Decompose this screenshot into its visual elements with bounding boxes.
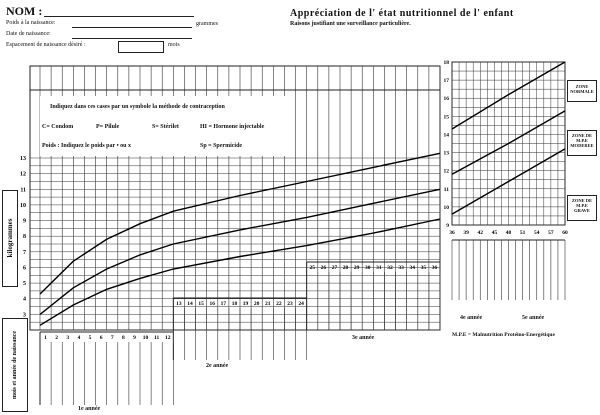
year2-tick: 16	[209, 301, 215, 307]
xlabel-box	[2, 318, 28, 412]
year3-tick: 27	[331, 265, 338, 271]
zone-normale-box	[567, 80, 597, 102]
year3-tick: 33	[398, 265, 404, 271]
method-sterilet: S= Stérilet	[152, 124, 179, 130]
right-x-tick: 39	[463, 230, 469, 236]
y-tick-label: 9	[23, 218, 26, 225]
year2-tick: 19	[242, 301, 249, 307]
right-y-tick: 15	[443, 114, 449, 121]
year1-tick: 4	[77, 335, 81, 341]
year1-tick: 11	[154, 335, 160, 341]
year3-tick: 34	[409, 265, 415, 271]
year1-label: 1e année	[78, 406, 101, 412]
right-y-tick: 18	[443, 60, 449, 66]
year3-tick: 35	[420, 265, 427, 271]
y-tick-label: 11	[20, 187, 26, 194]
poids-label: Poids à la naissance:	[6, 20, 56, 26]
method-spermicide: Sp = Spermicide	[200, 143, 243, 149]
year3-tick: 36	[431, 265, 438, 271]
right-y-tick: 11	[443, 186, 449, 193]
year3-tick: 28	[342, 265, 349, 271]
year3-tick: 31	[376, 265, 382, 271]
year2-tick: 21	[265, 301, 271, 307]
page-subtitle: Raisons justifiant une surveillance particulière.	[290, 21, 411, 27]
year3-tick: 32	[387, 265, 393, 271]
year3-tick: 25	[309, 265, 315, 271]
mpe-note: M.P.E = Malnutrition Protéino-Energétique	[452, 332, 555, 338]
year1-tick: 7	[110, 335, 114, 341]
year1-tick: 8	[121, 335, 125, 341]
right-y-tick: 10	[443, 204, 449, 211]
y-tick-label: 13	[20, 156, 26, 162]
y-tick-label: 12	[20, 171, 26, 178]
year2-tick: 22	[276, 301, 282, 307]
y-tick-label: 4	[23, 296, 26, 303]
right-x-tick: 45	[491, 230, 498, 236]
year2-tick: 23	[287, 301, 293, 307]
right-x-tick: 54	[534, 230, 540, 236]
contraception-box	[40, 96, 294, 156]
year2-tick: 13	[176, 301, 182, 307]
poids-unit: grammes	[196, 21, 218, 27]
year1-tick: 12	[165, 335, 171, 341]
year4-label: 4e année	[460, 315, 483, 321]
right-y-tick: 9	[446, 223, 449, 229]
year1-tick: 9	[133, 335, 136, 341]
x-axis-label: mois et année de naissance	[12, 331, 18, 399]
year3-tick: 26	[320, 265, 327, 271]
espacement-label: Espacement de naissance désiré :	[6, 42, 86, 48]
y-tick-label: 8	[23, 234, 26, 241]
date-label: Date de naissance:	[6, 31, 51, 37]
method-hormone: HI = Hormone injectable	[200, 124, 265, 130]
y-tick-label: 5	[23, 281, 26, 288]
year1-tick: 2	[55, 335, 59, 341]
year2-tick: 20	[253, 301, 260, 307]
year2-label: 2e année	[206, 363, 229, 369]
y-tick-label: 10	[20, 202, 26, 209]
right-y-tick: 17	[443, 78, 449, 85]
contraception-instruction: Indiquez dans ces cases par un symbole la méthode de contraception	[50, 104, 225, 110]
zone-grave-label: ZONE DE M.P.E GRAVE	[571, 198, 593, 213]
year1-tick: 5	[88, 335, 92, 341]
year3-label: 3e année	[352, 335, 375, 341]
right-x-tick: 57	[548, 230, 554, 236]
year1-tick: 3	[66, 335, 70, 341]
right-x-tick: 48	[505, 230, 512, 236]
method-condom: C= Condom	[42, 124, 74, 130]
year2-tick: 24	[298, 301, 304, 307]
year2-tick: 14	[187, 301, 193, 307]
year2-tick: 18	[231, 301, 238, 307]
year5-label: 5e année	[522, 315, 545, 321]
right-y-tick: 14	[443, 132, 449, 139]
zone-normale-label: ZONE NORMALE	[570, 84, 594, 94]
right-x-tick: 60	[562, 230, 568, 236]
year3-tick: 29	[353, 265, 360, 271]
year2-tick: 17	[220, 301, 227, 307]
y-tick-label: 7	[23, 249, 26, 256]
zone-moderee-label: ZONE DE M.P.E MODEREE	[570, 133, 594, 148]
right-x-tick: 42	[477, 230, 483, 236]
y-tick-label: 3	[23, 312, 26, 319]
right-y-tick: 16	[443, 96, 449, 103]
espacement-unit: mois	[168, 42, 180, 48]
right-x-tick: 51	[519, 230, 526, 236]
nom-label: NOM :	[6, 4, 43, 18]
method-pilule: P= Pilule	[96, 124, 120, 130]
zone-grave-box	[567, 195, 597, 221]
year1-tick: 6	[99, 335, 103, 341]
right-x-tick: 36	[449, 230, 455, 236]
year2-tick: 15	[198, 301, 204, 307]
right-y-tick: 13	[443, 150, 449, 157]
y-tick-label: 6	[23, 265, 26, 272]
year1-tick: 10	[142, 335, 149, 341]
zone-moderee-box	[567, 130, 597, 156]
year3-tick: 30	[365, 265, 371, 271]
weight-note: Poids : Indiquez le poids par • ou x	[42, 143, 132, 149]
right-y-tick: 12	[443, 168, 449, 175]
page-title: Appréciation de l' état nutritionnel de l' enfant	[290, 8, 514, 19]
year1-tick: 1	[44, 335, 47, 341]
y-axis-label: kilogrammes	[6, 218, 14, 258]
ylabel-box	[2, 190, 18, 287]
